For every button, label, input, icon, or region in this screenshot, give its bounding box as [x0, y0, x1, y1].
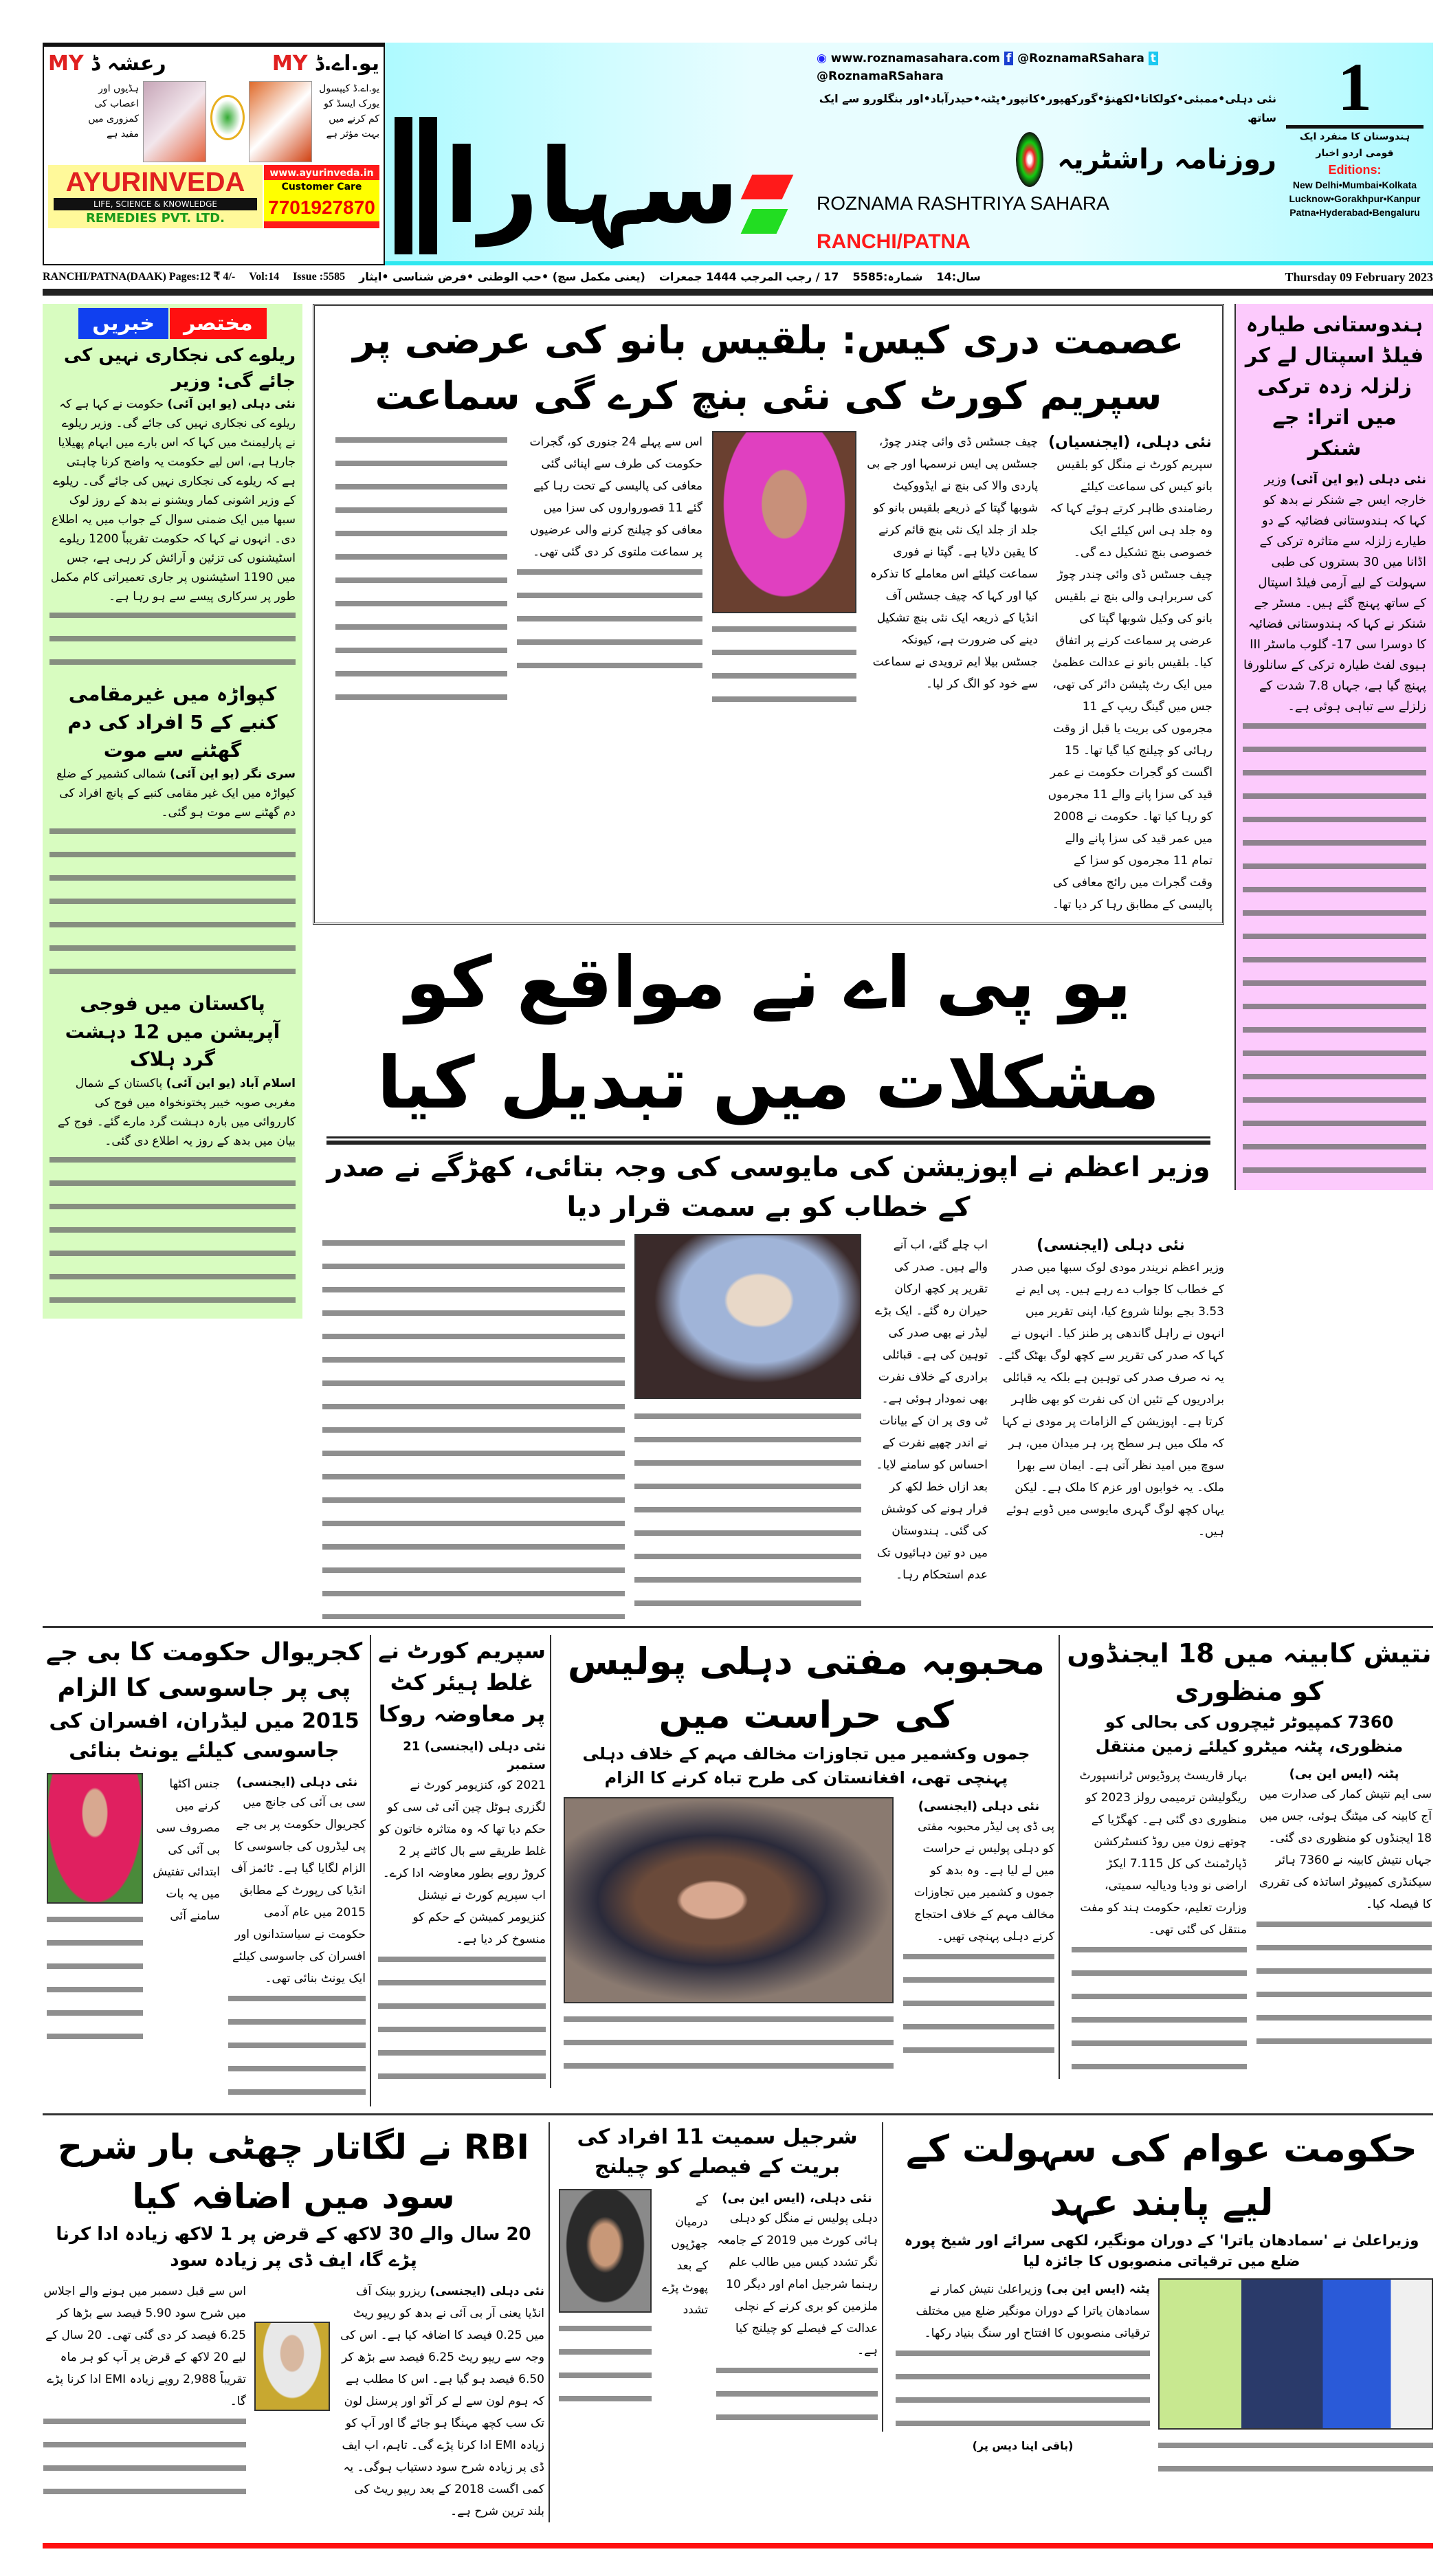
bilkis-text-lines [517, 563, 702, 680]
rbi-governor-photo [254, 2322, 330, 2411]
logo-black-bar [419, 117, 437, 254]
nitish-text-lines [1256, 1915, 1432, 2053]
twitter-icon: t [1149, 52, 1158, 65]
sc-haircut-lead: 2021 کو، کنزیومر کورٹ نے لگزری ہوٹل چین آئی ٹی سی کو حکم دیا تھا کہ وہ متاثرہ خاتون کو غلط طریقے سے بال کاٹنے پر 2 کروڑ روپے بطور معاوضہ ادا کرے۔ اب سپریم کورٹ نے نیشنل کنزیومر کمیشن کے حکم کو منسوخ کر دیا ہے۔ [379, 1778, 546, 1946]
rbi-dateline: نئی دہلی (ایجنسی) [430, 2285, 544, 2299]
brief-dateline: اسلام آباد (یو این آئی) [166, 1076, 296, 1090]
sharjeel-dateline: نئی دہلی، (ایس این بی) [722, 2190, 872, 2205]
kejriwal-subhead: 2015 میں لیڈران، افسران کی جاسوسی کیلئے یونٹ بنائی [49, 1708, 359, 1763]
briefs-label-blue: خبریں [78, 308, 168, 339]
ad-product-2 [48, 49, 166, 78]
ad-product-2-copy: ہڈیوں اور اعصاب کی کمزوری میں مفید ہے [88, 83, 139, 140]
sharjeel-story[interactable] [557, 2122, 883, 2432]
nitish-cabinet-story[interactable] [1067, 1635, 1432, 2079]
ad-company-tagline: LIFE, SCIENCE & KNOWLEDGE [54, 198, 257, 210]
year-urdu: سال:14 [936, 270, 981, 283]
main-lead-2: اب چلے گئے، اب آنے والے ہیں۔ صدر کی تقریر پر کچھ ارکان حیران رہ گئے۔ ایک بڑے لیڈر نے بھی صدر کی توہین کی ہے۔ قبائلی برادری کے خلاف نفرت بھی نمودار ہوئی ہے۔ ٹی وی پر ان کے بیانات نے اندر چھپے نفرت کے احساس کو سامنے لایا۔ بعد ازاں خط لکھ کر فرار ہونے کی کوشش کی گئی۔ ہندوستان میں دو تین دہائیوں تک عدم استحکام رہا۔ [875, 1237, 988, 1582]
nitish-kumar-photo [1158, 2278, 1433, 2430]
turkey-text-lines [1243, 717, 1426, 1185]
editions-line: New Delhi•Mumbai•Kolkata [1292, 179, 1417, 190]
advertisement [43, 43, 385, 265]
sc-haircut-text-lines [378, 1950, 546, 2088]
rbi-subhead: 20 سال والے 30 لاکھ کے قرض پر 1 لاکھ زیادہ ادا کرنا پڑے گا، ایف ڈی پر زیادہ سود [56, 2223, 531, 2271]
kejriwal-dateline: نئی دہلی (ایجنسی) [236, 1774, 358, 1790]
briefs-label [49, 308, 296, 339]
kejriwal-text-lines [47, 1911, 143, 2048]
brief-item[interactable] [49, 990, 296, 1151]
ad-products-row [48, 81, 379, 162]
section-rule [43, 1626, 1433, 1628]
headline-rule [326, 1136, 1210, 1145]
bottom-section [43, 2122, 1433, 2522]
brief-lead: حکومت نے کہا ہے کہ ریلوے کی نجکاری نہیں کی جائے گی۔ وزیر ریلوے نے پارلیمنٹ میں کہا کہ اس بارے میں ابہام پھیلایا جارہا ہے، اس لیے حکومت یہ واضح کرنا چاہتی ہے کہ ریلوے کی نجکاری نہیں کی جائے گی۔ ریلوے کے وزیر اشونی کمار ویشنو نے بدھ کے روز لوک سبھا میں ایک ضمنی سوال کے جواب میں یہ اطلاع دی۔ انہوں نے کہا کہ حکومت تقریباً 1200 ریلوے اسٹیشنوں کی تزئین و آرائش کر رہی ہے، جس میں 1190 اسٹیشنوں پر جاری تعمیراتی کام مکمل طور پر سرکاری پیسے سے ہو رہا ہے۔ [50, 397, 296, 604]
ad-company-panel [48, 165, 263, 228]
bilkis-story[interactable] [313, 304, 1224, 925]
motto: (یعنی مکمل سچ) •حب الوطنی •فرض شناسی •ایثار [359, 270, 645, 283]
issue-urdu: شمارہ:5585 [852, 270, 923, 283]
footer-red-rule [43, 2543, 1433, 2549]
mehbooba-text-lines [903, 1948, 1054, 2065]
kejriwal-headline[interactable]: کجریوال حکومت کا بی جے پی پر جاسوسی کا الزام [45, 1638, 363, 1702]
brief-dateline: نئی دہلی (یو این آئی) [167, 397, 296, 412]
main-headline[interactable]: یو پی اے نے مواقع کو مشکلات میں تبدیل کیا [377, 940, 1160, 1125]
nitish-lead-2: بہار قاریسٹ پروڈیوس ٹرانسپورٹ ریگولیشن ترمیمی رولز 2023 کو منظوری دی گئی ہے۔ کھگڑیا کے چوتھے زون میں روڈ کنسٹرکشن ڈپارٹمنٹ کی کل 7.115 ایکڑ اراضی نو ودیا ودیالیہ سمیتی، وزارت تعلیم، حکومت ہند کو مفت منتقل کی گئی تھی۔ [1079, 1769, 1247, 1937]
ad-website[interactable]: www.ayurinveda.in [269, 168, 374, 179]
sharjeel-text-lines [559, 2320, 652, 2413]
newspaper-page [43, 0, 1433, 2549]
kejriwal-lead: سی بی آئی کی جانچ میں کجریوال حکومت پر بی جے پی لیڈروں کی جاسوسی کا الزام لگایا گیا ہے۔ ٹائمز آف انڈیا کی رپورٹ کے مطابق 2015 میں عام آدمی حکومت نے سیاستدانوں اور افسران کی جاسوسی کیلئے ایک یونٹ بنائی تھی۔ [231, 1795, 366, 1985]
tagline-row [817, 132, 1276, 187]
ad-company-name: AYURINVEDA [65, 167, 245, 197]
bilkis-bano-photo [712, 431, 856, 613]
rbi-lead: ریزرو بینک آف انڈیا یعنی آر بی آئی نے بدھ کو ریپو ریٹ میں 0.25 فیصد کا اضافہ کیا ہے۔ اس کی وجہ سے ریپو ریٹ 6.25 فیصد سے بڑھ کر 6.50 فیصد ہو گیا ہے۔ اس کا مطلب ہے کہ ہوم لون سے لے کر آٹو اور پرسنل لون تک سب کچھ مہنگا ہو جائے گا اور آپ کو زیادہ EMI ادا کرنا پڑے گی۔ تاہم، اب ایف ڈی پر زیادہ شرح سود دستیاب ہوگی۔ یہ کمی اگست 2018 کے بعد ریپو ریٹ کی بلند ترین شرح ہے۔ [340, 2285, 544, 2519]
header-rule [43, 289, 1433, 296]
pm-modi-photo [634, 1234, 861, 1399]
social-links [817, 49, 1276, 85]
nitish-dateline: پٹنہ (ایس این بی) [1289, 1767, 1399, 1782]
bilkis-lead: سپریم کورٹ نے منگل کو بلقیس بانو کیس کی سماعت کیلئے رضامندی ظاہر کرتے ہوئے کہا کہ وہ جلد ہی اس کیلئے ایک خصوصی بنچ تشکیل دے گی۔ چیف جسٹس ڈی وائی چندر چوڑ کی سربراہی والی بنچ نے بلقیس بانو کی وکیل شوبھا گپتا کی عرضی پر سماعت کرنے پر اتفاق کیا۔ بلقیس بانو نے عدالت عظمیٰ میں ایک رٹ پٹیشن دائر کی تھی، جس میں گینگ ریپ کے 11 مجرموں کی بریت یا قبل از وقت رہائی کو چیلنج کیا گیا تھا۔ 15 اگست کو گجرات حکومت نے عمر قید کی سزا پانے والے 11 مجرموں کو رہا کیا تھا۔ حکومت نے 2008 میں عمر قید کی سزا پانے والے تمام 11 مجرموں کو سزا کے وقت گجرات میں رائج معافی کی پالیسی کے مطابق رہا کر دیا تھا۔ [1048, 458, 1212, 912]
bilkis-headline[interactable]: عصمت دری کیس: بلقیس بانو کی عرضی پر سپریم کورٹ کی نئی بنچ کرے گی سماعت [353, 318, 1184, 419]
masthead-edition: RANCHI/PATNA [817, 230, 971, 253]
flag-stripes [746, 175, 788, 234]
ad-customer-care-label: Customer Care [264, 180, 379, 194]
ad-product-box-2 [143, 81, 206, 162]
sharjeel-imam-photo [559, 2189, 652, 2313]
ad-product-names [48, 49, 379, 78]
ad-emblem-icon [210, 95, 245, 140]
sc-haircut-dateline: نئی دہلی (ایجنسی) 21 ستمبر [403, 1739, 546, 1772]
masthead-info [817, 49, 1276, 254]
sharjeel-headline[interactable]: شرجیل سمیت 11 افراد کی بریت کے فیصلے کو چیلنج [577, 2124, 858, 2179]
issue-number: Issue :5585 [293, 271, 346, 283]
sharjeel-lead: دہلی پولیس نے منگل کو دہلی ہائی کورٹ میں 2019 کے جامعہ نگر تشدد کیس میں طالب علم رہنما شرجیل امام اور دیگر 10 ملزمین کو بری کرنے کے نچلی عدالت کے فیصلے کو چیلنج کیا ہے۔ [717, 2211, 878, 2357]
ad-brand-prefix: MY [272, 52, 308, 76]
hukumat-headline[interactable]: حکومت عوام کی سہولت کے لیے پابند عہد [906, 2126, 1417, 2225]
top-section [43, 304, 1433, 1619]
bilkis-text-lines [335, 431, 507, 706]
edition-price: RANCHI/PATNA(DAAK) Pages:12 ₹ 4/- [43, 271, 236, 283]
main-story[interactable] [313, 933, 1224, 1618]
globe-icon: ◉ [817, 52, 827, 65]
masthead-rank-number: 1 [1286, 49, 1424, 129]
bilkis-lead-3: اس سے پہلے 24 جنوری کو، گجرات حکومت کی طرف سے اپنائی گئی معافی کی پالیسی کے تحت رہا کیے گئے 11 قصورواروں کی سزا میں معافی کو چیلنج کرنے والی عرضیوں پر سماعت ملتوی کر دی گئی تھی۔ [529, 435, 702, 560]
sharjeel-side-text: کے درمیان جھڑپوں کے بعد پھوٹ پڑے تشدد [662, 2192, 708, 2317]
ad-product-1-name: یو.اے.ڈ [314, 52, 379, 76]
rbi-text-lines [43, 2412, 246, 2506]
website-link[interactable]: www.roznamasahara.com [830, 52, 1000, 65]
hukumat-subhead: وزیراعلیٰ نے 'سمادھان یاترا' کے دوران مونگیر، لکھی سرائے اور شیخ پورہ ضلع میں ترقیاتی منصوبوں کا جائزہ لیا [904, 2232, 1419, 2269]
editions-label: Editions: [1328, 163, 1382, 177]
continued-note: (باقی اپنا دیس پر) [972, 2439, 1074, 2453]
briefs-column [43, 304, 302, 1319]
ad-phone: 7701927870 [264, 194, 379, 221]
brief-text-lines [49, 606, 296, 676]
center-column [313, 304, 1224, 1619]
facebook-handle[interactable]: @RoznamaRSahara [1017, 52, 1144, 65]
ad-company-suffix: REMEDIES PVT. LTD. [86, 211, 225, 225]
hukumat-story[interactable] [890, 2122, 1433, 2483]
mehbooba-headline[interactable]: محبوبہ مفتی دہلی پولیس کی حراست میں [567, 1639, 1045, 1737]
sharjeel-text-lines [716, 2362, 878, 2432]
hijri-date: 17 / رجب المرجب 1444 جمعرات [658, 270, 839, 283]
kejriwal-text-lines [228, 1990, 366, 2106]
brief-headline[interactable]: کپواڑہ میں غیرمقامی کنبے کے 5 افراد کی دم گھٹنے سے موت [67, 683, 278, 762]
masthead [385, 43, 1433, 265]
ad-product-2-name: رعشہ ڈ [91, 52, 166, 76]
main-text-lines [634, 1407, 861, 1618]
nitish-subhead: 7360 کمپیوٹر ٹیچروں کی بحالی کو منظوری، پٹنہ میٹرو کیلئے زمین منتقل [1095, 1712, 1404, 1756]
masthead-logo: سہارا [444, 127, 740, 247]
hukumat-lead: وزیراعلیٰ نتیش کمار نے سمادھان یاترا کے دوران مونگیر ضلع میں مختلف ترقیاتی منصوبوں کا افتتاح اور سنگ بنیاد رکھا۔ [916, 2282, 1150, 2341]
sahara-emblem-icon [1016, 132, 1043, 187]
brief-text-lines [49, 822, 296, 986]
sc-haircut-story[interactable] [378, 1635, 551, 2088]
masthead-english-name: ROZNAMA RASHTRIYA SAHARA [817, 192, 1109, 214]
kejriwal-story[interactable] [43, 1635, 371, 2106]
ad-product-1 [272, 49, 379, 78]
main-subhead: وزیر اعظم نے اپوزیشن کی مایوسی کی وجہ بتائی، کھڑگے نے صدر کے خطاب کو بے سمت قرار دیا [326, 1151, 1210, 1223]
publication-date: Thursday 09 February 2023 [1285, 270, 1433, 284]
middle-section [43, 1635, 1433, 2106]
rbi-headline[interactable]: RBI نے لگاتار چھٹی بار شرح سود میں اضافہ کیا [58, 2126, 529, 2217]
logo-black-bar [395, 117, 412, 254]
rbi-lead-2: اس سے قبل دسمبر میں ہونے والے اجلاس میں شرح سود 5.90 فیصد سے بڑھا کر 6.25 فیصد کر دی گئی تھی۔ 20 سال کے لیے 20 لاکھ کے قرض پر آپ کو ہر ماہ تقریباً 2,988 روپے زیادہ EMI ادا کرنا پڑے گا۔ [43, 2285, 246, 2409]
editions-line: Patna•Hyderabad•Bengaluru [1289, 207, 1420, 218]
turkey-dateline: نئی دہلی (یو این آئی) [1290, 472, 1426, 487]
ad-brand-prefix: MY [48, 52, 84, 76]
dateline-bar [43, 265, 1433, 289]
brief-item[interactable] [49, 681, 296, 822]
brief-item[interactable] [49, 343, 296, 606]
arvind-kejriwal-photo [47, 1773, 143, 1904]
editions-list [1286, 162, 1424, 219]
ad-contact-panel [264, 165, 379, 228]
turkey-lead: وزیر خارجہ ایس جے شنکر نے بدھ کو کہا کہ ہندوستانی فضائیہ کے دو طیارے زلزلہ سے متاثرہ ترکی کے اڈانا میں 30 بستروں کی طبی سہولت کے لیے آرمی فیلڈ اسپتال کے ساتھ پہنچ گئے ہیں۔ مسٹر جے شنکر نے کہا کہ ہندوستانی فضائیہ کا دوسرا سی 17- گلوب ماسٹر III ہیوی لفٹ طیارہ ترکی کے سانلورفا پہنچ گیا ہے، جہاں 7.8 شدت کے زلزلے سے تباہی ہوئی ہے۔ [1243, 472, 1426, 714]
nitish-headline[interactable]: نتیش کابینہ میں 18 ایجنڈوں کو منظوری [1067, 1638, 1432, 1706]
twitter-handle[interactable]: @RoznamaRSahara [817, 69, 944, 83]
editions-line: Lucknow•Gorakhpur•Kanpur [1289, 193, 1421, 204]
section-rule [43, 2113, 1433, 2115]
flag-red-stripe [740, 175, 793, 199]
masthead-rank-caption: ہندوستان کا منفرد ایک قومی اردو اخبار [1299, 131, 1410, 159]
turkey-story[interactable] [1234, 304, 1433, 1190]
main-lead: وزیر اعظم نریندر مودی لوک سبھا میں صدر کے خطاب کا جواب دے رہے ہیں۔ پی ایم نے 3.53 بجے بولنا شروع کیا، اپنی تقریر میں انہوں نے راہل گاندھی پر طنز کیا۔ انہوں نے کہا کہ صدر کی تقریر سے کچھ لوگ بھٹک گئے۔ یہ نہ صرف صدر کی توہین ہے بلکہ یہ قبائلی برادریوں کے تئیں ان کی نفرت کو بھی ظاہر کرتا ہے۔ اپوزیشن کے الزامات پر مودی نے کہا کہ ملک میں ہر سطح پر، ہر میدان میں، ہر سوچ میں امید نظر آتی ہے۔ ایمان سے بھرا ملک۔ یہ خوابوں اور عزم کا ملک ہے۔ لیکن یہاں کچھ لوگ گہری مایوسی میں ڈوبے ہوئے ہیں۔ [997, 1260, 1224, 1539]
ad-product-box-1 [249, 81, 312, 162]
facebook-icon: f [1004, 52, 1013, 65]
turkey-headline[interactable]: ہندوستانی طیارہ فیلڈ اسپتال لے کر زلزلہ زدہ ترکی میں اترا: جے شنکر [1245, 313, 1424, 461]
bilkis-dateline: نئی دہلی، (ایجنسیاں) [1048, 434, 1212, 452]
main-text-lines [322, 1234, 625, 1619]
rbi-story[interactable] [43, 2122, 550, 2522]
masthead-rank [1286, 49, 1424, 254]
brief-lead: پاکستان کے شمال مغربی صوبہ خیبر پختونخواہ میں فوج کی کارروائی میں بارہ دہشت گرد مارے گئے۔ فوج کے بیان میں بدھ کے روز یہ اطلاع دی گئی۔ [58, 1076, 296, 1148]
mehbooba-subhead: جموں وکشمیر میں تجاوزات مخالف مہم کے خلاف دہلی پہنچی تھی، افغانستان کی طرح تباہ کرنے کا الزام [582, 1744, 1030, 1787]
hukumat-text-lines [896, 2344, 1150, 2438]
mehbooba-dateline: نئی دہلی (ایجنسی) [918, 1798, 1040, 1814]
english-name-row [817, 191, 1276, 254]
brief-headline[interactable]: پاکستان میں فوجی آپریشن میں 12 دہشت گرد ہلاک [65, 992, 280, 1071]
mehbooba-story[interactable] [558, 1635, 1060, 2079]
flag-green-stripe [740, 209, 788, 234]
sc-haircut-headline[interactable]: سپریم کورٹ نے غلط ہیئر کٹ پر معاوضہ روکا [378, 1637, 546, 1728]
nitish-text-lines [1072, 1941, 1247, 2078]
volume: Vol:14 [249, 271, 280, 283]
mehbooba-mufti-photo [564, 1797, 894, 2003]
ad-bottom-row [48, 165, 379, 228]
masthead-tagline: روزنامہ راشٹریہ [1057, 144, 1276, 175]
brief-lead: شمالی کشمیر کے ضلع کپواڑہ میں ایک غیر مقامی کنبے کے پانچ افراد کی دم گھٹنے سے موت ہو گئی۔ [56, 767, 296, 820]
ad-product-1-copy: یو.اے.ڈ کیپسول یورک ایسڈ کو کم کرنے میں بہت مؤثر ہے [319, 83, 379, 140]
edition-cities: نئی دہلی•ممبئی•کولکاتا•لکھنؤ•گورکھپور•کانپور•پٹنہ•حیدرآباد•اور بنگلورو سے ایک ساتھ [819, 92, 1276, 124]
brief-text-lines [49, 1151, 296, 1314]
header [43, 43, 1433, 265]
mehbooba-lead: پی ڈی پی لیڈر محبوبہ مفتی کو دہلی پولیس نے حراست میں لے لیا ہے۔ وہ بدھ کو جموں و کشمیر میں تجاوزات مخالف مہم کے خلاف احتجاج کرنے دہلی پہنچی تھیں۔ [913, 1819, 1054, 1944]
logo-area [395, 49, 807, 254]
main-dateline: نئی دہلی (ایجنسی) [1037, 1236, 1185, 1254]
hukumat-dateline: پٹنہ (ایس این بی) [1046, 2282, 1150, 2297]
hukumat-text-lines [1158, 2436, 1433, 2483]
nitish-lead: سی ایم نتیش کمار کی صدارت میں آج کابینہ کی میٹنگ ہوئی، جس میں 18 ایجنڈوں کو منظوری دی گئی۔ جہاں نتیش کابینہ نے 7360 ہائر سیکنڈری کمپیوٹر اساتذہ کی تقرری کا فیصلہ کیا۔ [1259, 1787, 1432, 1912]
mehbooba-text-lines [564, 2010, 894, 2079]
bilkis-text-lines [712, 620, 856, 714]
brief-headline[interactable]: ریلوے کی نجکاری نہیں کی جائے گی: وزیر [63, 345, 296, 392]
bilkis-lead-2: چیف جسٹس ڈی وائی چندر چوڑ، جسٹس پی ایس نرسمہا اور جے بی پاردی والا کی بنچ نے ایڈووکیٹ شوبھا گپتا کے ذریعے بلقیس بانو کو جلد از جلد ایک نئی بنچ قائم کرنے کا یقین دلایا ہے۔ گپتا نے فوری سماعت کیلئے اس معاملے کا تذکرہ کیا اور کہا کہ چیف جسٹس آف انڈیا کے ذریعہ ایک نئی بنچ تشکیل دینے کی ضرورت ہے، کیونکہ جسٹس بیلا ایم ترویدی نے سماعت سے خود کو الگ کر لیا۔ [867, 435, 1038, 692]
brief-dateline: سری نگر (یو این آئی) [170, 767, 296, 782]
briefs-label-red: مختصر [170, 308, 267, 339]
kejriwal-side-text: جنس اکٹھا کرنے میں مصروف سی بی آئی کی ابتدائی تفتیش میں یہ بات سامنے آئی [153, 1776, 220, 1923]
